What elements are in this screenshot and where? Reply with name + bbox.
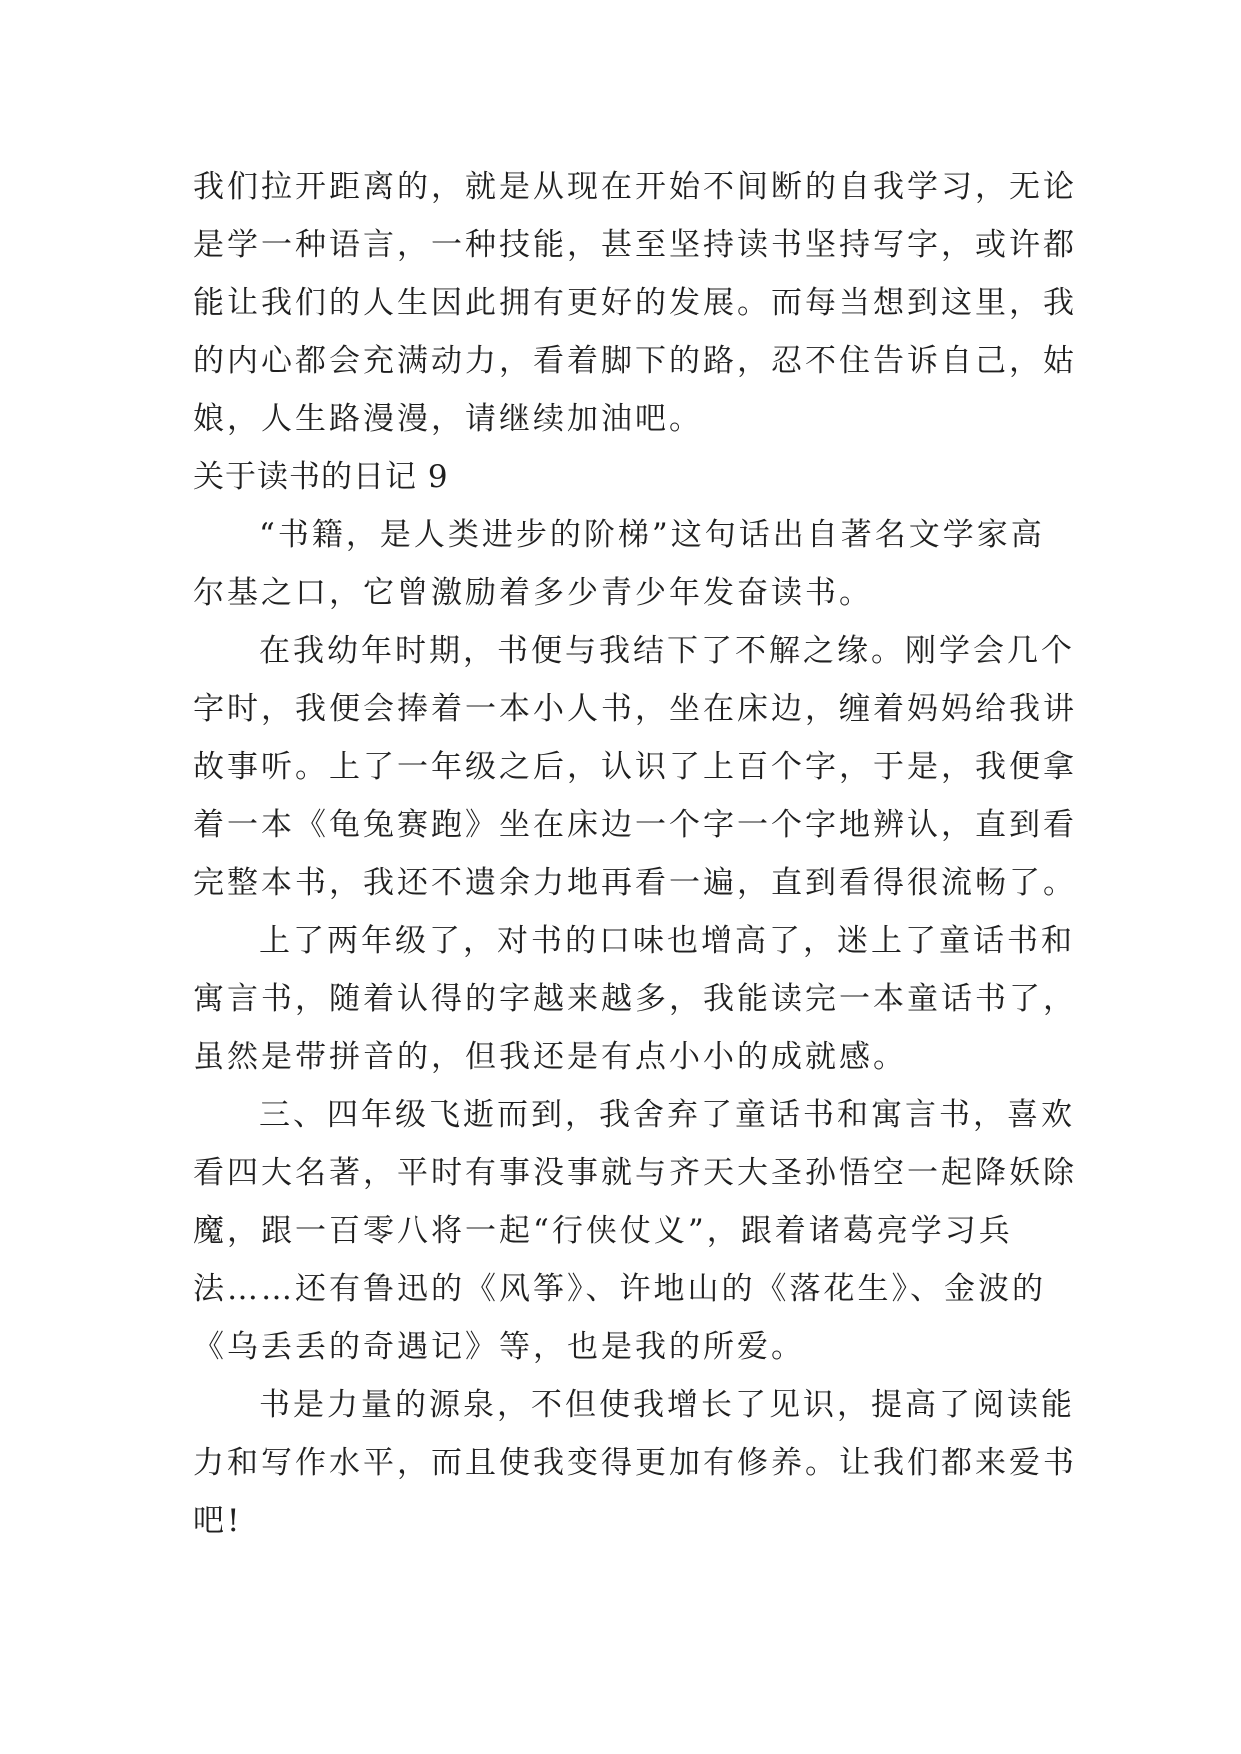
text-line: 着一本《龟兔赛跑》坐在床边一个字一个字地辨认，直到看 — [193, 807, 1077, 843]
paragraph-3 — [193, 912, 1077, 1086]
paragraph-2 — [193, 622, 1077, 912]
text-line: “书籍，是人类进步的阶梯”这句话出自著名文学家高 — [259, 517, 1045, 553]
text-line: 寓言书，随着认得的字越来越多，我能读完一本童话书了， — [193, 981, 1077, 1017]
document-body — [193, 158, 1077, 1550]
text-line: 是学一种语言，一种技能，甚至坚持读书坚持写字，或许都 — [193, 227, 1077, 263]
paragraph-5 — [193, 1376, 1077, 1550]
text-line: 故事听。上了一年级之后，认识了上百个字，于是，我便拿 — [193, 749, 1077, 785]
section-title: 关于读书的日记 9 — [193, 459, 449, 495]
text-line: 看四大名著，平时有事没事就与齐天大圣孙悟空一起降妖除 — [193, 1155, 1077, 1191]
text-line: 的内心都会充满动力，看着脚下的路，忍不住告诉自己，姑 — [193, 343, 1077, 379]
text-line: 完整本书，我还不遗余力地再看一遍，直到看得很流畅了。 — [193, 865, 1077, 901]
text-line: 三、四年级飞逝而到，我舍弃了童话书和寓言书，喜欢 — [259, 1097, 1075, 1133]
text-line: 能让我们的人生因此拥有更好的发展。而每当想到这里，我 — [193, 285, 1077, 321]
text-line: 吧! — [193, 1503, 243, 1539]
text-line: 在我幼年时期，书便与我结下了不解之缘。刚学会几个 — [259, 633, 1075, 669]
text-line: 书是力量的源泉，不但使我增长了见识，提高了阅读能 — [259, 1387, 1075, 1423]
text-line: 虽然是带拼音的，但我还是有点小小的成就感。 — [193, 1039, 907, 1075]
text-line: 魔，跟一百零八将一起“行侠仗义”，跟着诸葛亮学习兵 — [193, 1213, 1013, 1249]
text-line: 娘，人生路漫漫，请继续加油吧。 — [193, 401, 703, 437]
text-line: 上了两年级了，对书的口味也增高了，迷上了童话书和 — [259, 923, 1075, 959]
text-line: 字时，我便会捧着一本小人书，坐在床边，缠着妈妈给我讲 — [193, 691, 1077, 727]
paragraph-1 — [193, 506, 1063, 622]
text-line: 法……还有鲁迅的《风筝》、许地山的《落花生》、金波的 — [193, 1271, 1046, 1307]
paragraph-4 — [193, 1086, 1077, 1376]
text-line: 力和写作水平，而且使我变得更加有修养。让我们都来爱书 — [193, 1445, 1077, 1481]
text-line: 尔基之口，它曾激励着多少青少年发奋读书。 — [193, 575, 873, 611]
text-line: 《乌丢丢的奇遇记》等，也是我的所爱。 — [193, 1329, 805, 1365]
text-line: 我们拉开距离的，就是从现在开始不间断的自我学习，无论 — [193, 169, 1077, 205]
continuation-paragraph — [193, 158, 1077, 448]
